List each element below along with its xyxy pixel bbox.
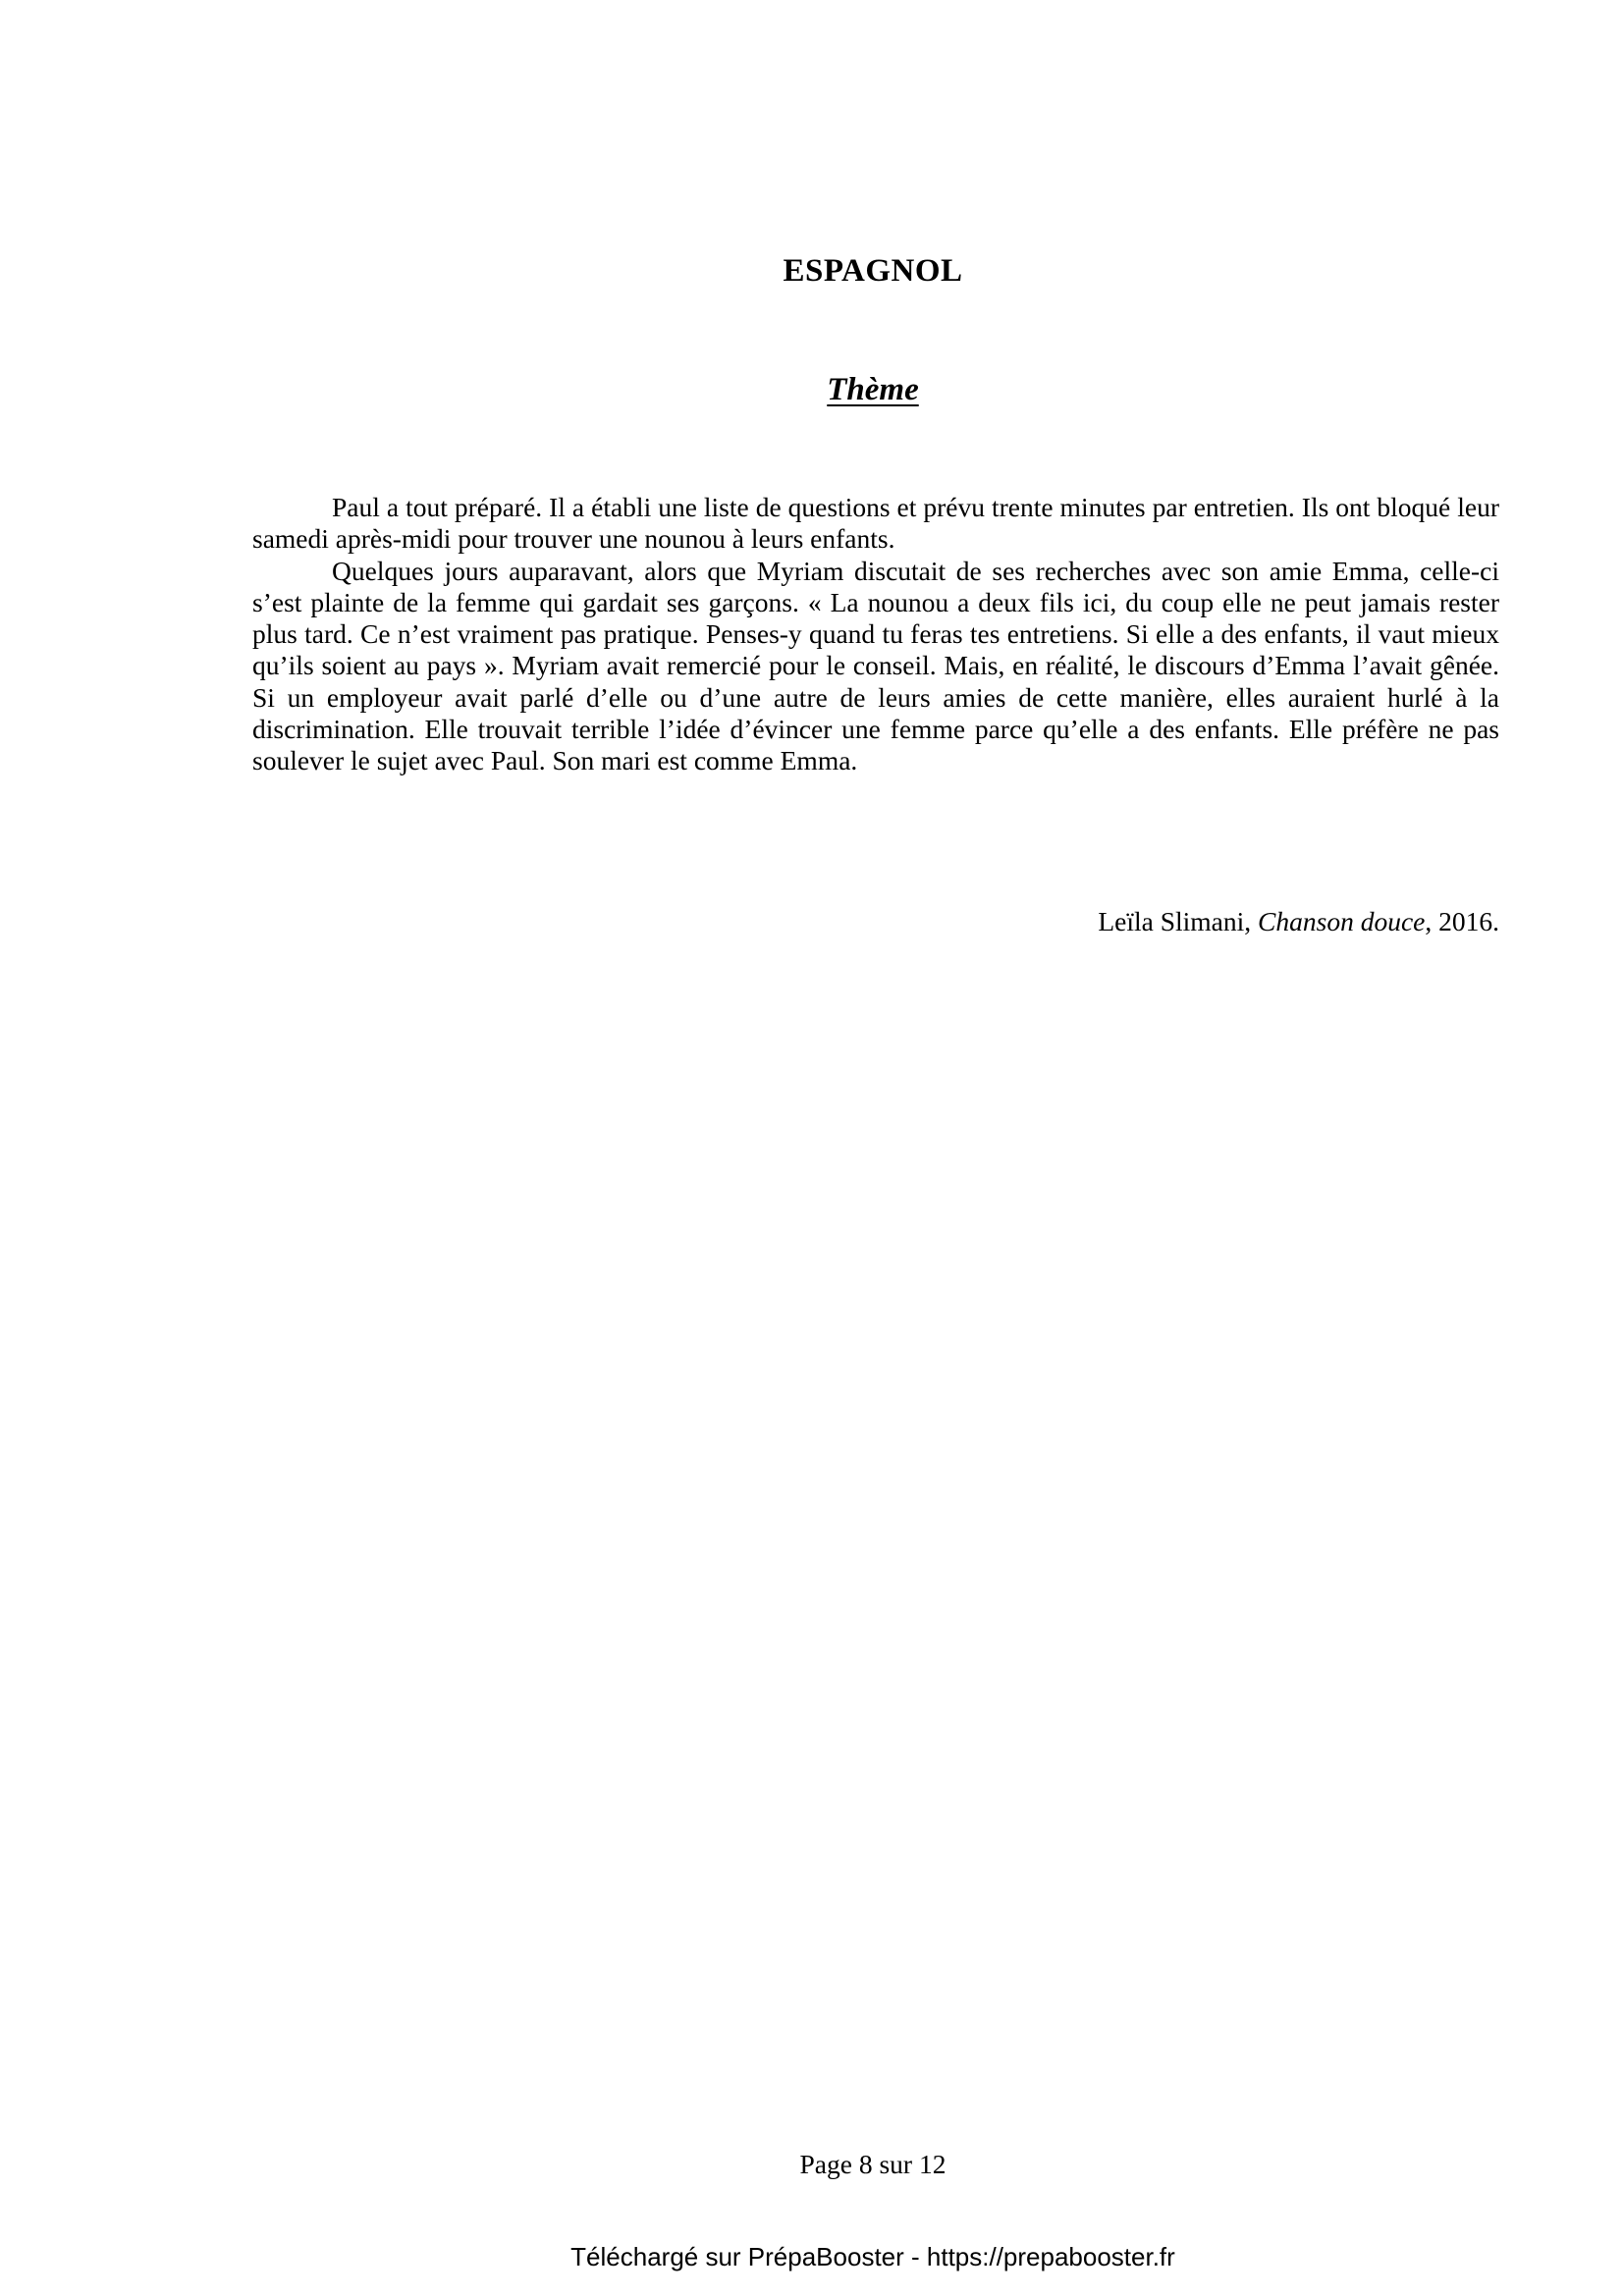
- section-title: Thème: [827, 372, 919, 407]
- download-footer: Téléchargé sur PrépaBooster - https://prepabooster.fr: [570, 2242, 1175, 2271]
- citation-author: Leïla Slimani,: [1098, 906, 1252, 936]
- paragraph-2: Quelques jours auparavant, alors que Myriam discutait de ses recherches avec son amie Emma, celle-ci s’est plainte de la femme qui gardait ses garçons. « La nounou a deux fils ici, du coup elle ne peut jamais rester plus tard. Ce n’est vraiment pas pratique. Penses-y quand tu feras tes entretiens. Si elle a des enfants, il vaut mieux qu’ils soient au pays ». Myriam avait remercié pour le conseil. Mais, en réalité, le discours d’Emma l’avait gênée. Si un employeur avait parlé d’elle ou d’une autre de leurs amies de cette manière, elles auraient hurlé à la discrimination. Elle trouvait terrible l’idée d’évincer une femme parce qu’elle a des enfants. Elle préfère ne pas soulever le sujet avec Paul. Son mari est comme Emma.: [252, 555, 1499, 776]
- citation: [1098, 906, 1499, 937]
- page-number: Page 8 sur 12: [799, 2149, 947, 2179]
- theme-text: [252, 492, 1499, 777]
- citation-year: , 2016.: [1425, 906, 1499, 936]
- citation-work: Chanson douce: [1258, 906, 1426, 936]
- page-title: ESPAGNOL: [783, 253, 963, 289]
- paragraph-1: Paul a tout préparé. Il a établi une liste de questions et prévu trente minutes par entretien. Ils ont bloqué leur samedi après-midi pour trouver une nounou à leurs enfants.: [252, 492, 1499, 555]
